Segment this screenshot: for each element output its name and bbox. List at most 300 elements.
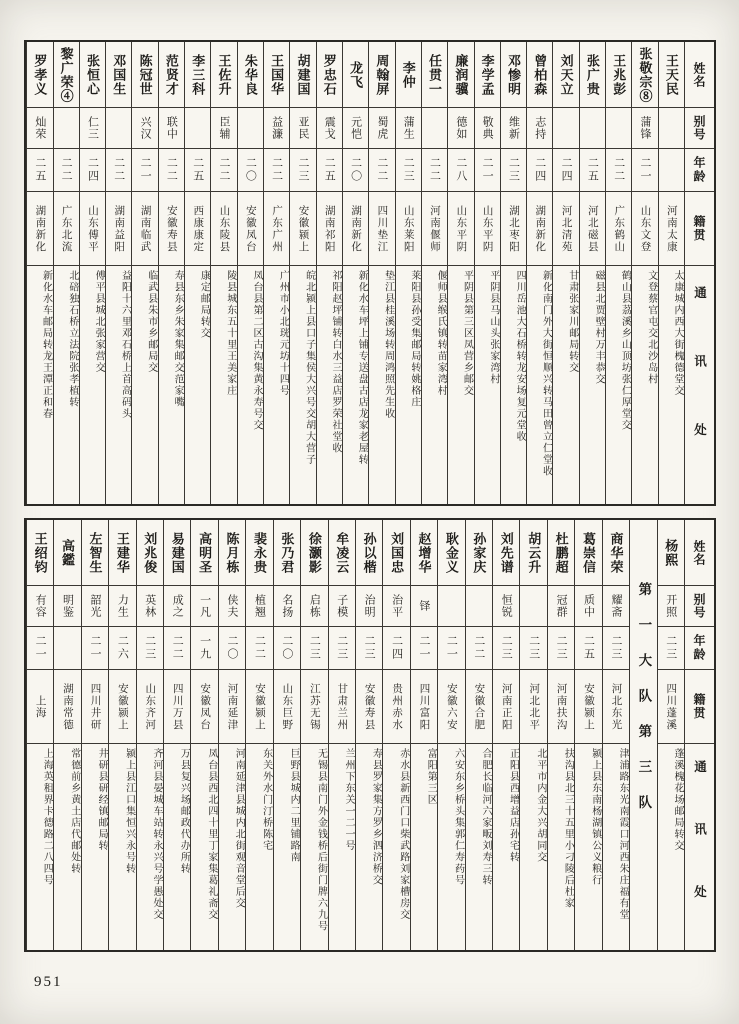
entry-native: 安徽凤台 [238,192,263,266]
entry-address: 傅平县城北张家营交 [93,270,105,374]
entry-native: 河北东光 [603,670,629,744]
entry-alias: 开照 [658,586,684,627]
entry-address: 六安东乡桥头集郭仁寿药号 [452,748,464,886]
entry-native: 河北磁县 [580,192,605,266]
entry-alias: 志持 [527,108,552,149]
entry-address: 寿县罗家集方罗乡泗济桥交 [370,748,382,886]
entry-age: 二五 [317,149,342,192]
entry-column [263,42,289,504]
entry-column [237,42,263,504]
entry-age: 二一 [27,627,53,670]
entry-age: 二一 [438,627,464,670]
entry-column [658,42,684,504]
entry-address: 北平市内金大兴胡同交 [534,748,546,863]
entry-age: 二八 [448,149,473,192]
entry-address: 万县复兴场邮政代办所转 [178,748,190,875]
entry-alias: 敬典 [475,108,500,149]
entry-address: 颍上县江口集恒兴永号转 [123,748,135,875]
entry-column [184,42,210,504]
entry-native: 安徽寿县 [356,670,382,744]
entry-name: 孙以楷 [356,520,382,586]
entry-name: 张敬宗⑧ [632,42,657,108]
entry-name: 李学孟 [475,42,500,108]
entry-column [447,42,473,504]
entry-alias: 亚民 [290,108,315,149]
entry-alias: 韶光 [82,586,108,627]
entry-age: 二三 [396,149,421,192]
entry-address: 赤水县新西门口柴武路刘家槽房交 [397,748,409,921]
entry-column [300,520,327,950]
entry-address: 鹤山县茘溪乡山顶坊张仁厚堂交 [619,270,631,431]
entry-age: 二〇 [238,149,263,192]
entry-address: 康定邮局转交 [198,270,210,339]
entry-alias: 冠群 [548,586,574,627]
entry-address: 平阴县第三区凤营乡邮交 [461,270,473,397]
entry-age: 二四 [527,149,552,192]
entry-column [245,520,272,950]
entry-address: 祁阳赵坪铺转白水三益店罗荣社堂收 [329,270,341,454]
entry-native: 四川井研 [82,670,108,744]
entry-age: 二六 [109,627,135,670]
entry-native: 湖南新化 [343,192,368,266]
entry-name: 周翰屏 [369,42,394,108]
entry-alias [238,108,263,149]
entry-native: 安徽颍上 [575,670,601,744]
entry-column [53,42,79,504]
entry-name: 杨熙 [658,520,684,586]
entry-native: 河南正阳 [493,670,519,744]
entry-native: 安徽凤台 [191,670,217,744]
entry-alias: 质中 [575,586,601,627]
unit-divider-column [629,520,656,950]
entry-address: 磁县北贾壁村万丰恭交 [593,270,605,385]
entry-name: 罗忠石 [317,42,342,108]
col-header-age: 年龄 [685,149,714,192]
entry-native: 贵州赤水 [383,670,409,744]
entry-age: 二二 [264,149,289,192]
entry-name: 朱华良 [238,42,263,108]
entry-column [355,520,382,950]
entry-alias [553,108,578,149]
entry-native: 甘肃兰州 [329,670,355,744]
entry-age: 二二 [54,149,79,192]
entry-address: 东关外水门汀桥陈宅 [260,748,272,852]
entry-native: 山东傅平 [80,192,105,266]
entry-alias: 耀斋 [603,586,629,627]
entry-native: 河南偃师 [422,192,447,266]
entry-native: 山东平阴 [448,192,473,266]
entry-column [500,42,526,504]
entry-alias: 治平 [383,586,409,627]
entry-address: 井研县研经镇邮局转 [96,748,108,852]
entry-column [547,520,574,950]
entry-address: 甘肃张家川邮局转交 [566,270,578,374]
entry-alias [438,586,464,627]
entry-native: 山东齐河 [137,670,163,744]
entry-alias: 灿荣 [27,108,52,149]
entry-native: 河南扶沟 [548,670,574,744]
entry-name: 廉润骥 [448,42,473,108]
entry-native: 山东文登 [632,192,657,266]
entry-age [54,627,80,670]
entry-column [574,520,601,950]
entry-name: 王国华 [264,42,289,108]
entry-name: 曾柏森 [527,42,552,108]
entry-name: 孙家庆 [466,520,492,586]
entry-name: 王佐升 [211,42,236,108]
entry-native: 河北北平 [520,670,546,744]
entry-column [53,520,80,950]
entry-address: 平阴县马山头张家湾村 [487,270,499,385]
col-header-native: 籍贯 [685,192,714,266]
entry-alias: 兴汉 [132,108,157,149]
entry-age: 二三 [520,627,546,670]
entry-age: 二〇 [274,627,300,670]
entry-column [289,42,315,504]
entry-column [163,520,190,950]
col-header-address: 通讯处 [692,286,707,492]
entry-age: 二三 [329,627,355,670]
entry-column [368,42,394,504]
entry-age: 二三 [501,149,526,192]
entry-name: 赵增华 [411,520,437,586]
entry-column [81,520,108,950]
entry-age: 二一 [632,149,657,192]
entry-address: 颍上县东南杨湖镇公义粮行 [589,748,601,886]
entry-column [328,520,355,950]
entry-name: 左智生 [82,520,108,586]
col-header-alias: 别号 [685,108,714,149]
entry-address: 齐河县晏城车站转永兴号学愚处交 [150,748,162,921]
entry-name: 商华荣 [603,520,629,586]
entry-alias: 铎 [411,586,437,627]
entry-address: 太康城内西大街槐德堂交 [672,270,683,397]
entry-native: 湖南常德 [54,670,80,744]
entry-address: 扶沟县北三十五里小刁陵后杜家 [562,748,574,909]
entry-age: 二五 [27,149,52,192]
entry-address: 常德前乡黄土店代邮处转 [68,748,80,875]
entry-column [26,42,52,504]
entry-native: 安徽颍上 [109,670,135,744]
entry-name: 刘先谱 [493,520,519,586]
entry-native: 四川蓬溪 [658,670,684,744]
entry-name: 高鑑 [54,520,80,586]
col-header-name: 姓名 [685,520,714,586]
entry-age: 二三 [658,627,684,670]
entry-column [526,42,552,504]
entry-column [474,42,500,504]
entry-column [342,42,368,504]
entry-name: 耿金义 [438,520,464,586]
entry-address: 皖北颍上县口子集侯大兴号交胡大营子 [303,270,315,466]
page-number: 951 [34,974,63,990]
entry-name: 陈冠世 [132,42,157,108]
entry-address: 临武县朱市乡邮局交 [145,270,157,374]
entry-alias [659,108,684,149]
entry-column [605,42,631,504]
entry-native: 山东巨野 [274,670,300,744]
col-header-name: 姓名 [685,42,714,108]
entry-address: 兰州下东关一二一号 [342,748,354,852]
entry-column [105,42,131,504]
entry-alias: 治明 [356,586,382,627]
entry-alias [606,108,631,149]
entry-age: 二二 [606,149,631,192]
entry-age [659,149,684,192]
entry-address: 北碚独石桥立法院张孝植转 [66,270,78,408]
entry-alias [466,586,492,627]
entry-native: 山东平阴 [475,192,500,266]
entry-alias [422,108,447,149]
entry-alias: 恒锐 [493,586,519,627]
entry-native: 河北清苑 [553,192,578,266]
entry-address: 新化南门外大街恒顺兴转马田曾立仁堂收 [540,270,552,477]
lower-roster-table [24,518,716,952]
header-column [684,42,714,504]
entry-column [79,42,105,504]
entry-alias: 启栋 [301,586,327,627]
entry-alias: 联中 [159,108,184,149]
entry-alias [185,108,210,149]
entry-column [210,42,236,504]
entry-address: 四川岳池大石桥转龙安场复元堂收 [514,270,526,443]
entry-age: 二五 [185,149,210,192]
entry-column [190,520,217,950]
entry-alias: 元恺 [343,108,368,149]
entry-column [631,42,657,504]
entry-native: 广东鹤山 [606,192,631,266]
unit-label: 第一大队第三队 [636,582,652,831]
entry-alias: 侠夫 [219,586,245,627]
entry-native: 安徽颍上 [290,192,315,266]
entry-alias [54,108,79,149]
entry-native: 安徽颍上 [246,670,272,744]
entry-native: 湖南临武 [132,192,157,266]
entry-address: 偃师县缑氏镇转苗家湾村 [435,270,447,397]
entry-alias: 臣辅 [211,108,236,149]
entry-age: 二三 [356,627,382,670]
entry-address: 凤台县第二区古沟集黄永寿号交 [251,270,262,431]
entry-address: 文登蔡官屯交北沙岛村 [645,270,657,385]
entry-age: 二二 [246,627,272,670]
entry-column [26,520,53,950]
entry-native: 湖南新化 [527,192,552,266]
entry-age: 二三 [137,627,163,670]
entry-address: 正阳县西增益店孙宅转 [507,748,519,863]
entry-name: 张恒心 [80,42,105,108]
entry-address: 垫江县桂溪场转周鸿照先生收 [382,270,394,420]
entry-age: 二五 [575,627,601,670]
entry-column [273,520,300,950]
entry-name: 黎广荣④ [54,42,79,108]
entry-address: 富阳第三区 [425,748,437,806]
entry-native: 湖南新化 [27,192,52,266]
entry-name: 刘兆俊 [137,520,163,586]
entry-native: 广东广州 [264,192,289,266]
entry-name: 刘天立 [553,42,578,108]
entry-column [218,520,245,950]
entry-name: 王绍钧 [27,520,53,586]
entry-native: 湖北枣阳 [501,192,526,266]
entry-age: 二三 [493,627,519,670]
entry-name: 裴永贵 [246,520,272,586]
entry-column [395,42,421,504]
entry-name: 陈月栋 [219,520,245,586]
entry-column [131,42,157,504]
entry-name: 邓国生 [106,42,131,108]
col-header-alias: 别号 [685,586,714,627]
entry-name: 罗孝义 [27,42,52,108]
entry-age: 二四 [383,627,409,670]
entry-name: 王天民 [659,42,684,108]
entry-column [136,520,163,950]
entry-native: 江苏无锡 [301,670,327,744]
entry-name: 龙飞 [343,42,368,108]
entry-address: 合肥长临河六家畈刘寿三转 [480,748,492,886]
col-header-native: 籍贯 [685,670,714,744]
col-header-age: 年龄 [685,627,714,670]
entry-name: 王兆彭 [606,42,631,108]
entry-name: 徐灏影 [301,520,327,586]
entry-age: 二二 [106,149,131,192]
entry-alias: 蜀虎 [369,108,394,149]
entry-alias: 成之 [164,586,190,627]
entry-name: 高明圣 [191,520,217,586]
entry-name: 胡云升 [520,520,546,586]
entry-address: 无锡县南门外金钱桥后街门牌六九号 [315,748,327,932]
entry-age: 二一 [411,627,437,670]
col-header-address: 通讯处 [692,760,707,948]
entry-alias: 英林 [137,586,163,627]
entry-age: 二一 [82,627,108,670]
entry-name: 李三科 [185,42,210,108]
entry-alias: 一凡 [191,586,217,627]
entry-alias: 子模 [329,586,355,627]
entry-age: 二三 [290,149,315,192]
entry-alias: 蒲生 [396,108,421,149]
entry-native: 湖南祁阳 [317,192,342,266]
entry-column [410,520,437,950]
entry-column [382,520,409,950]
entry-name: 牟凌云 [329,520,355,586]
entry-alias: 震戈 [317,108,342,149]
entry-alias: 有容 [27,586,53,627]
entry-native: 四川富阳 [411,670,437,744]
entry-native: 西康康定 [185,192,210,266]
entry-native: 四川万县 [164,670,190,744]
entry-name: 王建华 [109,520,135,586]
entry-address: 巨野县城内二里铺路南 [288,748,300,863]
entry-column [519,520,546,950]
entry-name: 胡建国 [290,42,315,108]
entry-native: 四川垫江 [369,192,394,266]
entry-column [552,42,578,504]
entry-name: 任贯一 [422,42,447,108]
entry-age: 二〇 [219,627,245,670]
entry-alias: 仁三 [80,108,105,149]
entry-name: 刘国忠 [383,520,409,586]
entry-name: 范贤才 [159,42,184,108]
entry-alias: 益濂 [264,108,289,149]
entry-age: 二四 [553,149,578,192]
entry-native: 山东莱阳 [396,192,421,266]
entry-address: 益阳十六里邓石桥上首高码头 [119,270,131,420]
entry-age: 二一 [132,149,157,192]
entry-column [579,42,605,504]
entry-age: 二二 [422,149,447,192]
entry-native: 广东北流 [54,192,79,266]
entry-column [602,520,629,950]
entry-address: 新化水车坪上铺专送盘古店龙家老屋转 [356,270,368,466]
entry-age: 二〇 [343,149,368,192]
entry-address: 广州市小北珖元坊十四号 [277,270,289,397]
entry-native: 安徽寿县 [159,192,184,266]
entry-alias: 植翘 [246,586,272,627]
entry-column [316,42,342,504]
entry-age: 二三 [548,627,574,670]
entry-age: 二三 [603,627,629,670]
entry-address: 上海英租界卡德路二八四号 [41,748,53,886]
entry-column [465,520,492,950]
entry-column [421,42,447,504]
entry-alias [520,586,546,627]
entry-age: 二五 [580,149,605,192]
entry-age: 二一 [475,149,500,192]
entry-column [158,42,184,504]
entry-name: 易建国 [164,520,190,586]
entry-name: 葛崇信 [575,520,601,586]
entry-name: 张广贵 [580,42,605,108]
entry-column [492,520,519,950]
entry-age: 一九 [191,627,217,670]
entry-age: 二二 [159,149,184,192]
entry-address: 寿县东乡朱家集邮交范家嘴 [172,270,184,408]
entry-alias: 力生 [109,586,135,627]
entry-native: 河南太康 [659,192,684,266]
entry-age: 二二 [211,149,236,192]
entry-name: 李仲 [396,42,421,108]
entry-column [108,520,135,950]
entry-age: 二二 [164,627,190,670]
entry-alias: 名扬 [274,586,300,627]
entry-alias [580,108,605,149]
entry-alias: 德如 [448,108,473,149]
entry-address: 陵县城东五十里王美家庄 [224,270,236,397]
entry-native: 山东陵县 [211,192,236,266]
entry-native: 上海 [27,670,53,744]
entry-alias: 蒲锋 [632,108,657,149]
entry-alias: 明鉴 [54,586,80,627]
entry-age: 二四 [80,149,105,192]
entry-alias [106,108,131,149]
entry-address: 河南延津县城内北街观音堂后交 [233,748,245,909]
entry-address: 津浦路东光南霞口河西朱庄福有堂 [617,748,629,921]
entry-native: 河南延津 [219,670,245,744]
entry-age: 二三 [301,627,327,670]
entry-age: 二二 [369,149,394,192]
header-column [684,520,714,950]
upper-roster-table [24,40,716,506]
entry-native: 安徽六安 [438,670,464,744]
entry-name: 杜鹏超 [548,520,574,586]
entry-address: 莱阳县孙受集邮局转姚格庄 [408,270,420,408]
entry-address: 凤台县西北四十里丁家集葛礼斋交 [205,748,217,921]
entry-column [657,520,684,950]
entry-name: 张乃君 [274,520,300,586]
entry-age: 二二 [466,627,492,670]
entry-address: 蓬溪槐花场邮局转交 [672,748,683,852]
entry-native: 湖南益阳 [106,192,131,266]
